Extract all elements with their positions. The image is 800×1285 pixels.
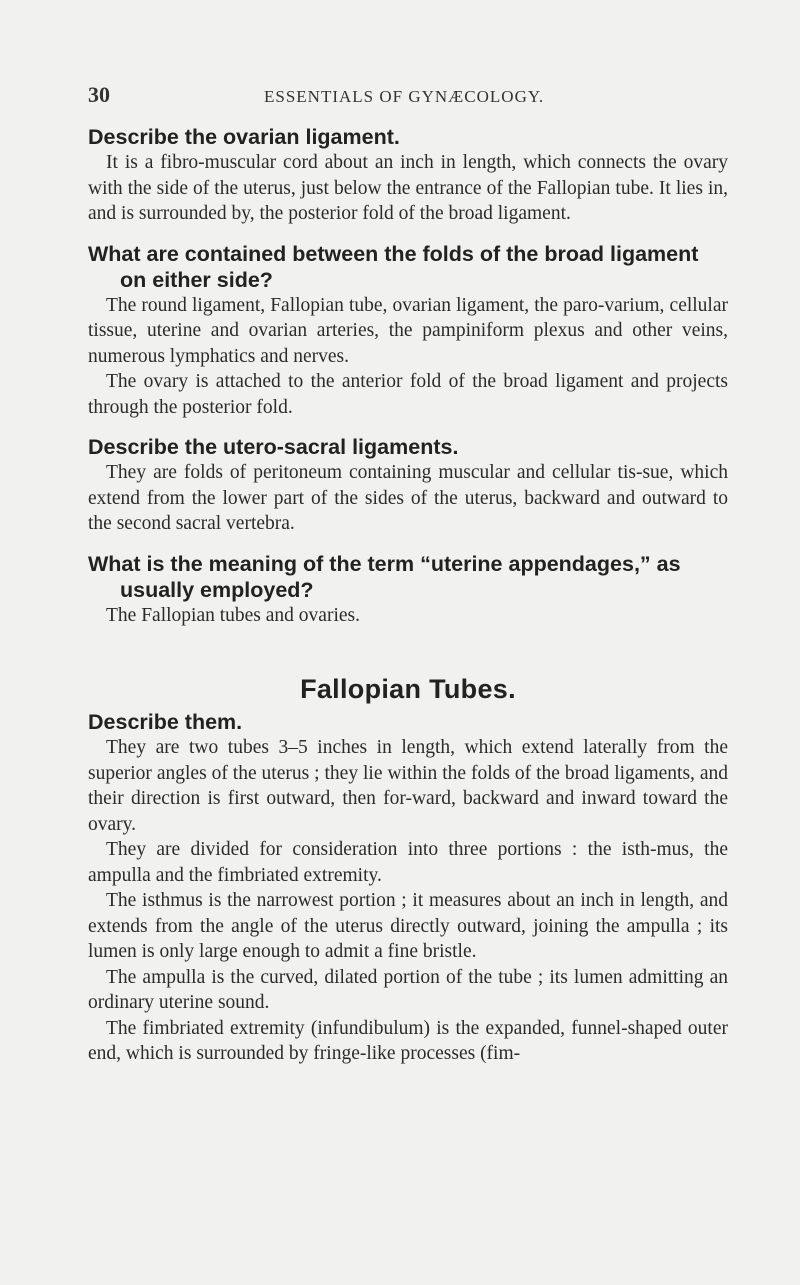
answer-paragraph: The Fallopian tubes and ovaries. — [106, 604, 360, 626]
answer-paragraph: The fimbriated extremity (infundibulum) is the expanded, funnel-shaped outer end, which is surrounded by fringe-like processes (fim- — [88, 1017, 728, 1064]
running-title: ESSENTIALS OF GYNÆCOLOGY. — [264, 87, 545, 106]
page-content — [88, 124, 728, 1067]
answer-paragraph: The round ligament, Fallopian tube, ovarian ligament, the paro-varium, cellular tissue, uterine and ovarian arteries, the pampiniform plexus and other veins, numerous lymphatics and nerves. — [88, 294, 728, 367]
answer-paragraph: The ampulla is the curved, dilated portion of the tube ; its lumen admitting an ordinary uterine sound. — [88, 966, 728, 1013]
question-ovarian-ligament: Describe the ovarian ligament. — [88, 125, 400, 149]
question-broad-ligament-contents: What are contained between the folds of the broad ligament on either side? — [88, 241, 699, 292]
question-utero-sacral-ligaments: Describe the utero-sacral ligaments. — [88, 435, 459, 459]
answer-paragraph: The ovary is attached to the anterior fold of the broad ligament and projects through the posterior fold. — [88, 371, 728, 418]
question-uterine-appendages: What is the meaning of the term “uterine appendages,” as usually employed? — [88, 551, 681, 602]
section-title-fallopian-tubes: Fallopian Tubes. — [300, 674, 516, 704]
running-head — [88, 82, 720, 108]
answer-paragraph: They are two tubes 3–5 inches in length, which extend laterally from the superior angles of the uterus ; they lie within the folds of the broad ligaments, and their direction is first outward, then for-ward, backward and inward toward the ovary. — [88, 737, 728, 835]
answer-paragraph: They are folds of peritoneum containing muscular and cellular tis-sue, which extend from the lower part of the sides of the uterus, backward and outward to the second sacral vertebra. — [88, 462, 728, 534]
page-number: 30 — [88, 82, 110, 107]
question-describe-them: Describe them. — [88, 710, 243, 734]
answer-paragraph: The isthmus is the narrowest portion ; it measures about an inch in length, and extends from the angle of the uterus directly outward, joining the ampulla ; its lumen is only large enough to admit a fine bristle. — [88, 890, 728, 962]
answer-paragraph: They are divided for consideration into three portions : the isth-mus, the ampulla and the fimbriated extremity. — [88, 839, 728, 886]
answer-paragraph: It is a fibro-muscular cord about an inch in length, which connects the ovary with the side of the uterus, just below the entrance of the Fallopian tube. It lies in, and is surrounded by, the posterior fold of the broad ligament. — [88, 152, 728, 224]
